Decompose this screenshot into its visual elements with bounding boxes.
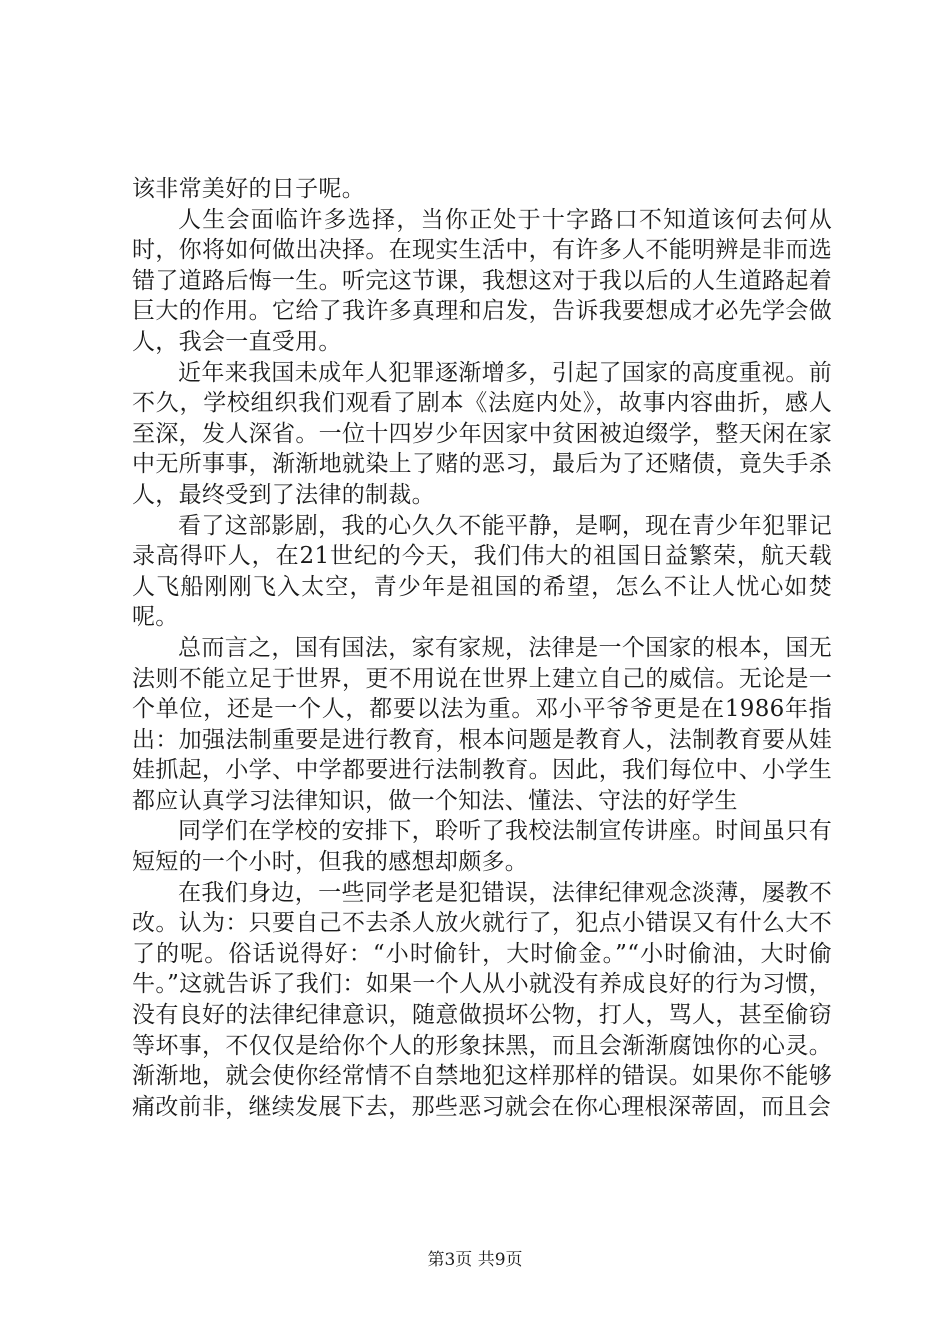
paragraph-lecture: 同学们在学校的安排下，聆听了我校法制宣传讲座。时间虽只有短短的一个小时，但我的感想却颇多。 bbox=[132, 818, 832, 876]
paragraph-reflection: 看了这部影剧，我的心久久不能平静，是啊，现在青少年犯罪记录高得吓人，在21世纪的今天，我们伟大的祖国日益繁荣，航天载人飞船刚刚飞入太空，青少年是祖国的希望，怎么不让人忧心如焚呢。 bbox=[132, 512, 832, 631]
document-body bbox=[132, 174, 832, 1122]
paragraph-rule-of-law: 总而言之，国有国法，家有家规，法律是一个国家的根本，国无法则不能立足于世界，更不用说在世界上建立自己的威信。无论是一个单位，还是一个人，都要以法为重。邓小平爷爷更是在1986年指出：加强法制重要是进行教育，根本问题是教育人，法制教育要从娃娃抓起，小学、中学都要进行法制教育。因此，我们每位中、小学生都应认真学习法律知识，做一个知法、懂法、守法的好学生 bbox=[132, 634, 832, 814]
paragraph-continuation: 该非常美好的日子呢。 bbox=[132, 176, 365, 202]
page-number-footer: 第3页 共9页 bbox=[427, 1250, 523, 1270]
paragraph-life-choices: 人生会面临许多选择，当你正处于十字路口不知道该何去何从时，你将如何做出决择。在现实生活中，有许多人不能明辨是非而选错了道路后悔一生。听完这节课，我想这对于我以后的人生道路起着巨大的作用。它给了我许多真理和启发，告诉我要想成才必先学会做人，我会一直受用。 bbox=[132, 206, 832, 355]
paragraph-habits: 在我们身边，一些同学老是犯错误，法律纪律观念淡薄，屡教不改。认为：只要自己不去杀人放火就行了，犯点小错误又有什么大不了的呢。俗话说得好：“小时偷针，大时偷金。”“小时偷油，大时偷牛。”这就告诉了我们：如果一个人从小就没有养成良好的行为习惯，没有良好的法律纪律意识，随意做损坏公物，打人，骂人，甚至偷窃等坏事，不仅仅是给你个人的形象抹黑，而且会渐渐腐蚀你的心灵。渐渐地，就会使你经常情不自禁地犯这样那样的错误。如果你不能够痛改前非，继续发展下去，那些恶习就会在你心理根深蒂固，而且会 bbox=[132, 879, 832, 1120]
paragraph-juvenile-crime: 近年来我国未成年人犯罪逐渐增多，引起了国家的高度重视。前不久，学校组织我们观看了剧本《法庭内处》，故事内容曲折，感人至深，发人深省。一位十四岁少年因家中贫困被迫缀学，整天闲在家中无所事事，渐渐地就染上了赌的恶习，最后为了还赌债，竟失手杀人，最终受到了法律的制裁。 bbox=[132, 359, 832, 508]
